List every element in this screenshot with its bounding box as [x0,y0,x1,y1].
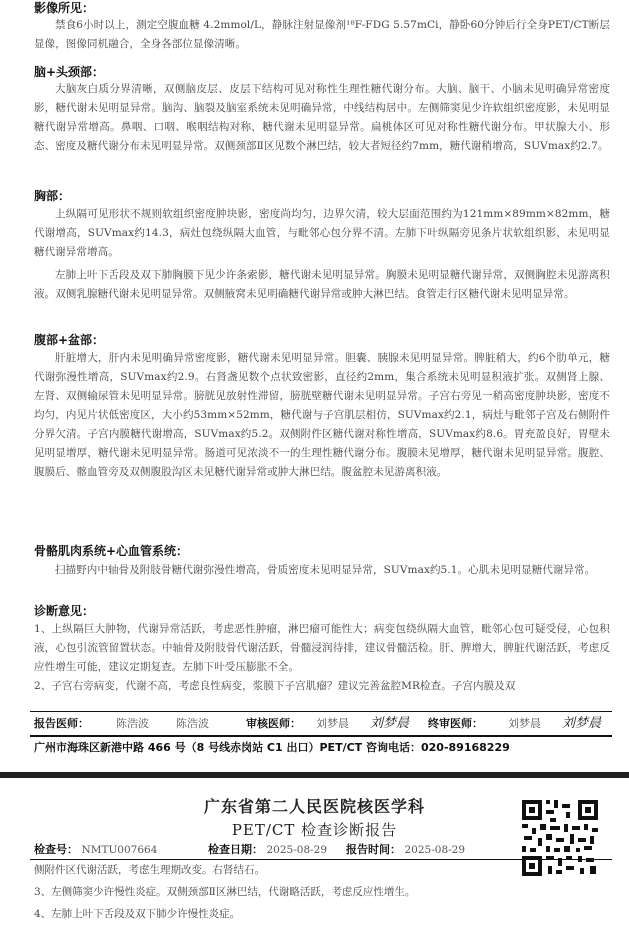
reviewer-label: 审核医师： [246,717,301,730]
final-reviewer-signature: 刘梦晨 [562,716,602,731]
bone-paragraph: 扫描野内中轴骨及附肢骨糖代谢弥漫性增高，骨质密度未见明显异常，SUVmax约5.1。心肌未见明显糖代谢异常。 [55,564,596,576]
continued-diagnosis [34,861,610,924]
brain-section-title: 脑+头颈部： [34,65,105,79]
diagnosis-item-4: 4、左肺上叶下舌段及双下肺少许慢性炎症。 [34,908,241,920]
chest-section-text [34,205,610,304]
chest-paragraph-1: 上纵隔可见形状不规则软组织密度肿块影，密度尚均匀，边界欠清，较大层面范围约为121mm×89mm×82mm，糖代谢增高，SUVmax约14.3，病灶包绕纵隔大血管，与毗邻心包分界不清。左肺下叶纵隔旁见条片状软组织影，未见明显糖代谢异常增高。 [34,208,610,258]
signature-top-divider [30,711,612,712]
exam-date-label: 检查日期： [208,843,263,856]
hospital-name: 广东省第二人民医院核医学科 [203,797,425,816]
final-reviewer-label: 终审医师： [428,717,483,730]
diagnosis-item-3: 3、左侧筛窦少许慢性炎症。双侧颈部Ⅱ区淋巴结，代谢略活跃，考虑反应性增生。 [34,886,416,898]
chest-section-title: 胸部： [34,189,71,203]
imaging-findings-title: 影像所见： [34,1,95,15]
final-reviewer-name: 刘梦晨 [508,717,541,730]
reporter-signature: 陈浩波 [176,717,209,730]
reporter-label: 报告医师： [34,717,89,730]
reviewer-signature: 刘梦晨 [370,716,410,731]
signature-row [34,714,610,734]
diagnosis-item-2: 2、子宫右旁病变，代谢不高，考虑良性病变，浆膜下子宫肌瘤？建议完善盆腔MR检查。子宫内膜及双 [34,680,516,692]
exam-date-value: 2025-08-29 [266,844,328,856]
brain-paragraph: 大脑灰白质分界清晰，双侧脑皮层、皮层下结构可见对称性生理性糖代谢分布。大脑、脑干、小脑未见明确异常密度影，糖代谢未见明显异常。脑沟、脑裂及脑室系统未见明确异常，中线结构居中。左侧筛窦见少许软组织密度影，未见明显糖代谢异常增高。鼻咽、口咽、喉咽结构对称，糖代谢未见明显异常。扁桃体区可见对称性糖代谢分布。甲状腺大小、形态、密度及糖代谢分布未见明显异常。双侧颈部Ⅱ区见数个淋巴结，较大者短径约7mm，糖代谢稍增高，SUVmax约2.7。 [34,83,610,152]
exam-date [208,842,327,858]
bone-section-text [34,561,610,580]
reporter-name: 陈浩波 [116,717,149,730]
chest-paragraph-2: 左肺上叶下舌段及双下肺胸膜下见少许条索影，糖代谢未见明显异常。胸膜未见明显糖代谢异常，双侧胸腔未见游离积液。双侧乳腺糖代谢未见明显异常。双侧腋窝未见明确糖代谢异常或肿大淋巴结。食管走行区糖代谢未见明显异常。 [34,269,610,300]
report-time-value: 2025-08-29 [404,844,466,856]
page-break-band [0,772,629,778]
continued-line-1: 侧附件区代谢活跃，考虑生理期改变。右肾结石。 [34,864,265,876]
report-time [346,842,465,858]
imaging-findings-text [34,16,610,54]
reviewer-name: 刘梦晨 [316,717,349,730]
diagnosis-item-1: 1、上纵隔巨大肿物，代谢异常活跃，考虑恶性肿瘤，淋巴瘤可能性大；病变包绕纵隔大血管，毗邻心包可疑受侵，心包积液，心包引流管留置状态。中轴骨及附肢骨代谢活跃，骨髓浸润待排，建议骨髓活检。肝、脾增大，脾脏代谢活跃，考虑反应性增生可能，建议定期复查。左肺下叶受压膨胀不全。 [34,623,610,673]
exam-number [34,842,157,858]
abdomen-section-title: 腹部+盆部： [34,333,105,347]
address-line: 广州市海珠区新港中路 466 号（8 号线赤岗站 C1 出口）PET/CT 咨询电话：020-89168229 [34,741,510,754]
report-title: PET/CT 检查诊断报告 [231,821,398,839]
diagnosis-title: 诊断意见： [34,604,95,618]
diagnosis-text [34,620,610,696]
exam-number-label: 检查号： [34,843,78,856]
exam-number-value: NMTU007664 [81,844,158,856]
imaging-paragraph: 禁食6小时以上，测定空腹血糖 4.2mmol/L，静脉注射显像剂¹⁸F-FDG 5.57mCi，静卧60分钟后行全身PET/CT断层显像，图像同机融合，全身各部位显像清晰。 [34,19,610,50]
bone-section-title: 骨骼肌肉系统+心血管系统： [34,544,189,558]
brain-section-text [34,80,610,156]
report-time-label: 报告时间： [346,843,401,856]
abdomen-section-text [34,349,610,482]
meta-divider [30,859,612,860]
signature-bottom-divider [30,735,612,737]
abdomen-paragraph: 肝脏增大，肝内未见明确异常密度影，糖代谢未见明显异常。胆囊、胰腺未见明显异常。脾脏稍大，约6个肋单元，糖代谢弥漫性增高，SUVmax约2.9。右肾盏见数个点状致密影，直径约2mm，集合系统未见明显积液扩张。双侧肾上腺、左肾、双侧输尿管未见明显异常。膀胱见放射性滞留，膀胱壁糖代谢未见明显异常。子宫右旁见一稍高密度肿块影，密度不均匀，内见片状低密度区，大小约53mm×52mm，糖代谢与子宫肌层相仿，SUVmax约2.1，病灶与毗邻子宫及右侧附件分界欠清。子宫内膜糖代谢增高，SUVmax约5.2。双侧附件区糖代谢对称性增高，SUVmax约8.6。胃充盈良好，胃壁未见明显增厚，糖代谢未见明显异常。肠道可见浓淡不一的生理性糖代谢分布。腹膜未见增厚，糖代谢未见明显异常。腹腔、腹膜后、髂血管旁及双侧腹股沟区未见糖代谢异常或肿大淋巴结。腹盆腔未见游离积液。 [34,352,610,478]
